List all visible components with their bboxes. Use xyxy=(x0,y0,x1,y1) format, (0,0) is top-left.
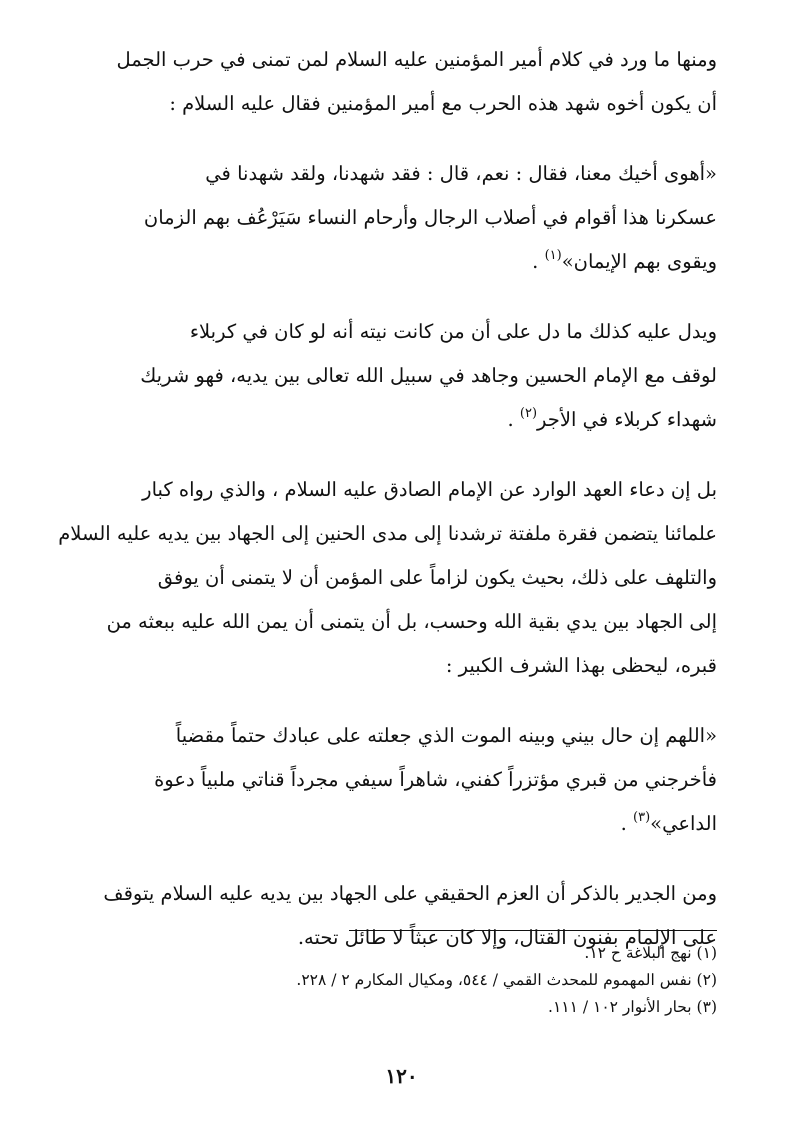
text-line: ومنها ما ورد في كلام أمير المؤمنين عليه السلام لمن تمنى في حرب الجمل xyxy=(116,48,717,71)
paragraph-2-quote xyxy=(78,152,717,284)
text-line: إلى الجهاد بين يدي بقية الله وحسب، بل أن يتمنى أن يمن الله عليه ببعثه من xyxy=(106,610,717,633)
text-line: قبره، ليحظى بهذا الشرف الكبير : xyxy=(445,654,717,677)
text-line-last: ويقوى بهم الإيمان»$^{(١)}$ . xyxy=(532,248,717,273)
footnote-3: (٣) بحار الأنوار ١٠٢ / ١١١. xyxy=(548,998,717,1016)
paragraph-4 xyxy=(58,468,717,688)
footnote-divider xyxy=(349,930,717,931)
text-line: ويدل عليه كذلك ما دل على أن من كانت نيته أنه لو كان في كربلاء xyxy=(189,320,717,343)
paragraph-1 xyxy=(78,38,717,126)
footnote-ref-3: (٣) xyxy=(633,810,651,825)
text-line: بل إن دعاء العهد الوارد عن الإمام الصادق عليه السلام ، والذي رواه كبار xyxy=(142,478,717,501)
text-line: لوقف مع الإمام الحسين وجاهد في سبيل الله تعالى بين يديه، فهو شريك xyxy=(140,364,717,387)
text-line: فأخرجني من قبري مؤتزراً كفني، شاهراً سيفي مجرداً قناتي ملبياً دعوة xyxy=(154,768,717,791)
text-line: ومن الجدير بالذكر أن العزم الحقيقي على الجهاد بين يديه عليه السلام يتوقف xyxy=(103,882,717,905)
page-number: ١٢٠ xyxy=(385,1064,418,1088)
text-line-last: شهداء كربلاء في الأجر$^{(٢)}$ . xyxy=(507,406,717,431)
text-line-last: الداعي»$^{(٣)}$ . xyxy=(620,810,717,835)
footnote-ref-1: (١) xyxy=(544,248,562,263)
text-line: أن يكون أخوه شهد هذه الحرب مع أمير المؤمنين فقال عليه السلام : xyxy=(169,92,717,115)
text-line: «أهوى أخيك معنا، فقال : نعم، قال : فقد شهدنا، ولقد شهدنا في xyxy=(205,162,717,185)
text-line: علمائنا يتضمن فقرة ملفتة ترشدنا إلى مدى الحنين إلى الجهاد بين يديه عليه السلام xyxy=(58,522,717,545)
footnote-2: (٢) نفس المهموم للمحدث القمي / ٥٤٤، ومكيال المكارم ٢ / ٢٢٨. xyxy=(296,971,717,989)
text-line: على الإلمام بفنون القتال، وإلا كان عبثاً لا طائل تحته. xyxy=(297,926,717,949)
text-line: عسكرنا هذا أقوام في أصلاب الرجال وأرحام النساء سَيَرْعُف بهم الزمان xyxy=(143,206,717,229)
footnote-ref-2: (٢) xyxy=(519,406,538,421)
footnote-1: (١) نهج البلاغة ح ١٢. xyxy=(584,944,717,962)
paragraph-3 xyxy=(78,310,717,442)
text-line: والتلهف على ذلك، بحيث يكون لزاماً على المؤمن أن لا يتمنى أن يوفق xyxy=(157,566,717,589)
footnotes xyxy=(78,940,717,1021)
text-line: «اللهم إن حال بيني وبينه الموت الذي جعلته على عبادك حتماً مقضياً xyxy=(175,724,717,747)
paragraph-5-quote xyxy=(78,714,717,846)
